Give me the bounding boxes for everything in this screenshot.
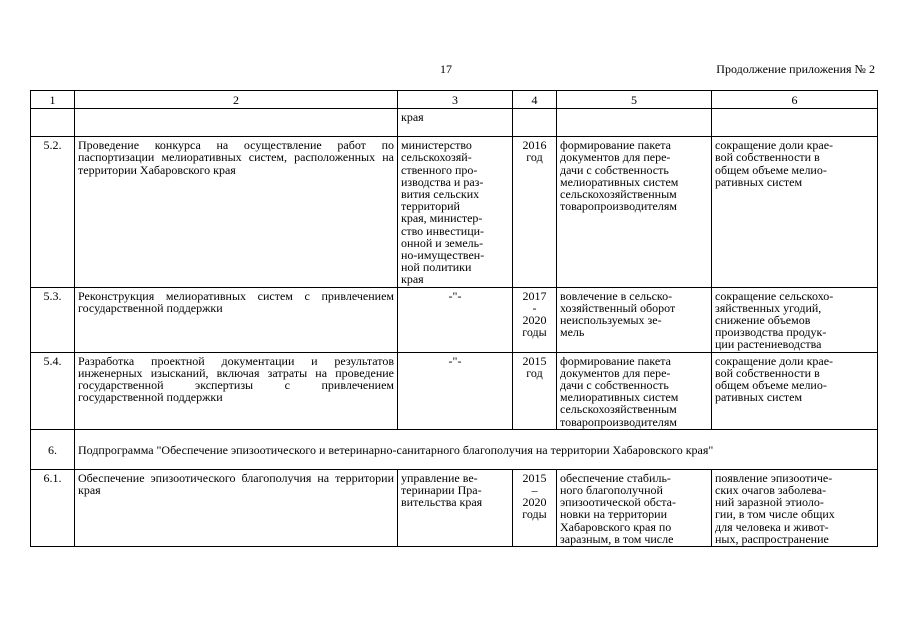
row-number: 5.4. (31, 352, 75, 429)
continuation-label: Продолжение приложения № 2 (716, 62, 875, 76)
column-header: 1 (31, 91, 75, 109)
measure-name: Разработка проектной документации и результатов инженерных изысканий, включая затраты на проведение государственной экспертизы с привлечением государственной поддержки (75, 352, 398, 429)
period-cell: 2017 - 2020 годы (513, 287, 557, 352)
executor-cell: -"- (398, 352, 513, 429)
result-cell (557, 109, 712, 137)
result-cell: формирование пакета документов для пере- дачи с собственность мелиоративных систем сельскохозяйственным товаропроизводителям (557, 137, 712, 287)
effect-cell: сокращение доли крае- вой собственности в общем объеме мелио- ративных систем (712, 137, 878, 287)
table-row (31, 287, 878, 352)
column-header: 4 (513, 91, 557, 109)
period-cell: 2015 год (513, 352, 557, 429)
executor-cell: края (398, 109, 513, 137)
table-row (31, 469, 878, 546)
measure-name: Обеспечение эпизоотического благополучия на территории края (75, 469, 398, 546)
period-cell: 2015 – 2020 годы (513, 469, 557, 546)
measure-name: Проведение конкурса на осуществление работ по паспортизации мелиоративных систем, расположенных на территории Хабаровского края (75, 137, 398, 287)
column-header: 2 (75, 91, 398, 109)
result-cell: вовлечение в сельско- хозяйственный оборот неиспользуемых зе- мель (557, 287, 712, 352)
effect-cell: сокращение сельскохо- зяйственных угодий, снижение объемов производства продук- ции растениеводства (712, 287, 878, 352)
executor-cell: управление ве- теринарии Пра- вительства края (398, 469, 513, 546)
column-header: 5 (557, 91, 712, 109)
executor-cell: министерство сельскохозяй- ственного про- изводства и раз- вития сельских территорий края, министер- ство инвестици- онной и земель- но-имуществен- ной политики края (398, 137, 513, 287)
program-table (30, 90, 878, 547)
row-number: 6.1. (31, 469, 75, 546)
row-number: 6. (31, 429, 75, 469)
effect-cell (712, 109, 878, 137)
period-cell (513, 109, 557, 137)
column-header: 3 (398, 91, 513, 109)
effect-cell: появление эпизоотиче- ских очагов заболева- ний заразной этиоло- гии, в том числе общих для человека и живот- ных, распространение (712, 469, 878, 546)
table-row (31, 137, 878, 287)
subprogram-row (31, 429, 878, 469)
column-number-row (31, 91, 878, 109)
row-number (31, 109, 75, 137)
row-number: 5.2. (31, 137, 75, 287)
row-number: 5.3. (31, 287, 75, 352)
result-cell: обеспечение стабиль- ного благополучной эпизоотической обста- новки на территории Хабаровского края по заразным, в том числе (557, 469, 712, 546)
period-cell: 2016 год (513, 137, 557, 287)
page-number: 17 (440, 62, 452, 76)
table-row (31, 109, 878, 137)
result-cell: формирование пакета документов для пере- дачи с собственность мелиоративных систем сельскохозяйственным товаропроизводителям (557, 352, 712, 429)
measure-name (75, 109, 398, 137)
table-row (31, 352, 878, 429)
subprogram-title: Подпрограмма "Обеспечение эпизоотического и ветеринарно-санитарного благополучия на территории Хабаровского края" (75, 429, 878, 469)
effect-cell: сокращение доли крае- вой собственности в общем объеме мелио- ративных систем (712, 352, 878, 429)
measure-name: Реконструкция мелиоративных систем с привлечением государственной поддержки (75, 287, 398, 352)
column-header: 6 (712, 91, 878, 109)
executor-cell: -"- (398, 287, 513, 352)
